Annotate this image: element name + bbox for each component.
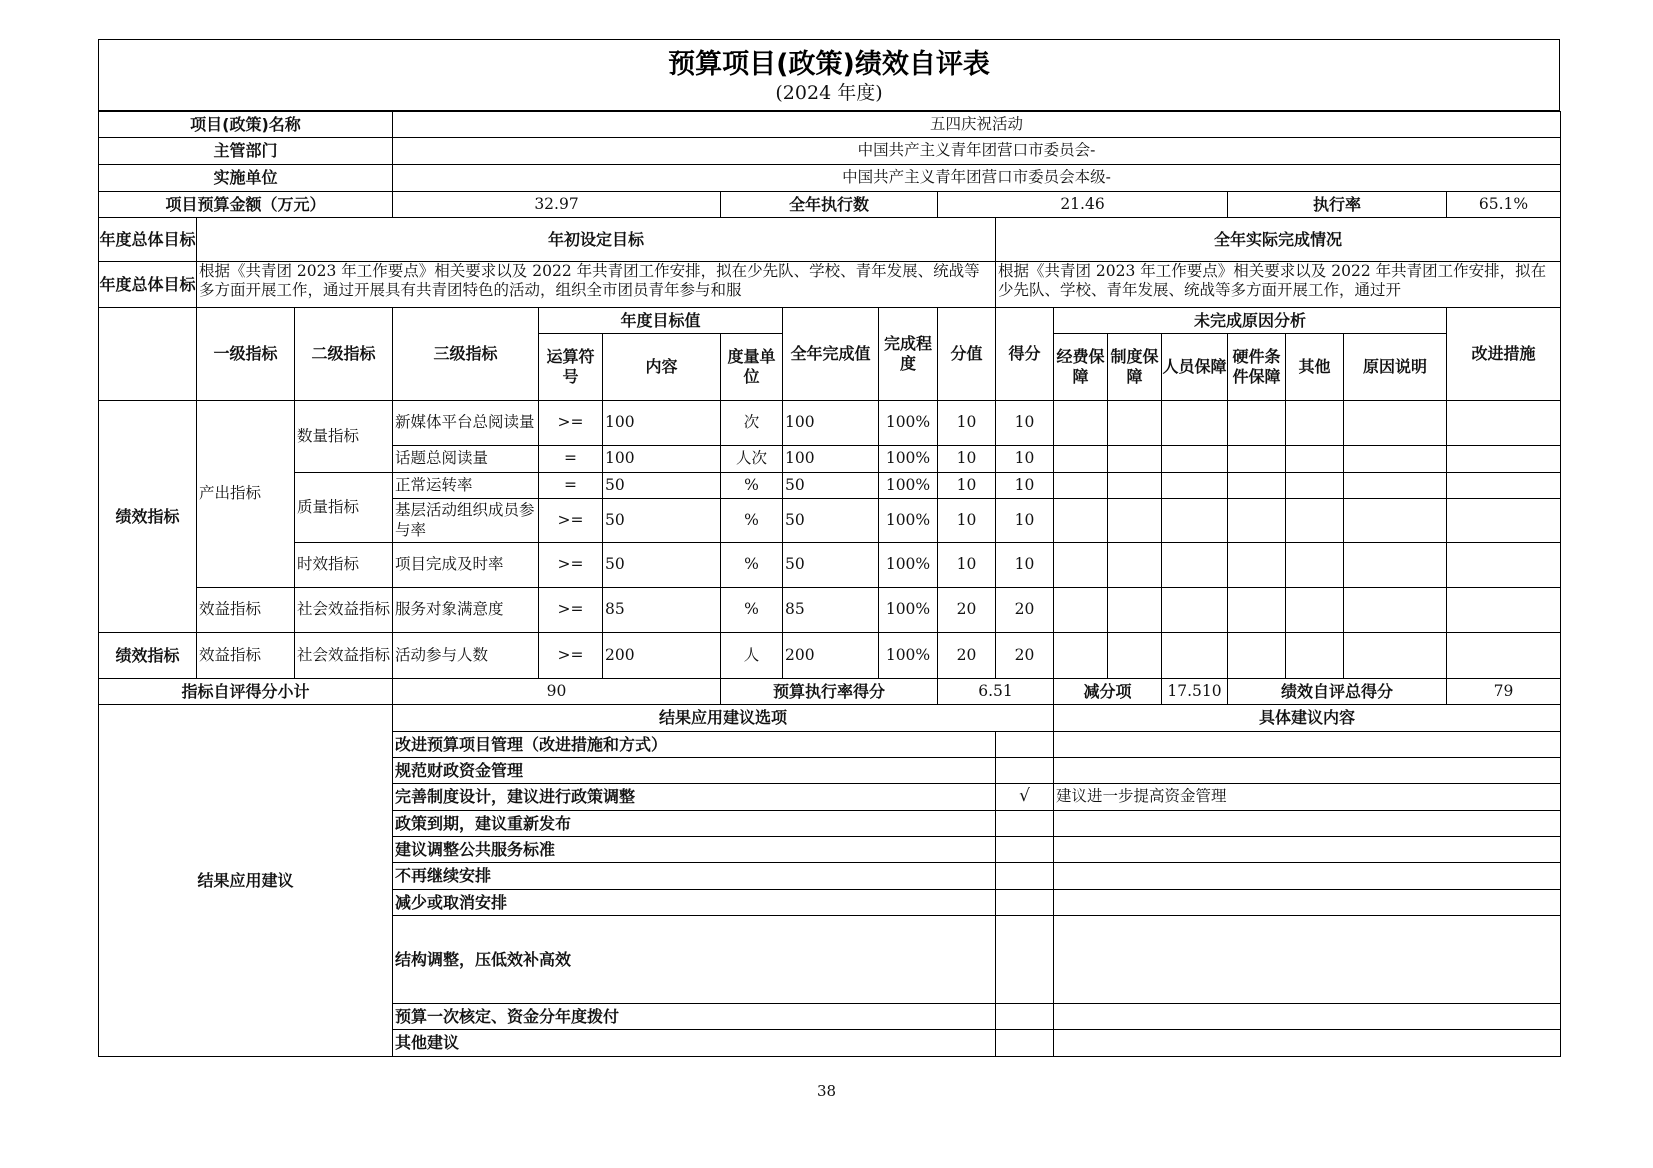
indicator-content: 50	[602, 472, 721, 499]
score-header: 得分	[995, 307, 1054, 401]
indicator-value: 20	[937, 632, 996, 679]
reason-cell	[1446, 472, 1561, 499]
indicator-actual: 50	[782, 472, 879, 499]
dept-value: 中国共产主义青年团营口市委员会-	[392, 137, 1561, 165]
reason-cell	[1446, 445, 1561, 473]
reason-cell	[1285, 542, 1344, 588]
reason-cell	[1285, 632, 1344, 679]
indicator-op: >=	[538, 400, 603, 446]
recommendation-option-label: 改进预算项目管理（改进措施和方式）	[392, 731, 996, 758]
project-name-label: 项目(政策)名称	[98, 111, 393, 138]
reason-hardware-header: 硬件条件保障	[1227, 333, 1286, 401]
indicator-actual: 50	[782, 542, 879, 588]
indicator-value: 10	[937, 445, 996, 473]
indicator-score: 10	[995, 445, 1054, 473]
reason-cell	[1161, 445, 1228, 473]
indicator-completion: 100%	[878, 472, 938, 499]
indicator-actual: 100	[782, 400, 879, 446]
unit-header: 度量单位	[720, 333, 783, 401]
recommendation-option-label: 规范财政资金管理	[392, 757, 996, 784]
indicator-name: 新媒体平台总阅读量	[392, 400, 539, 446]
timeliness-group: 时效指标	[294, 542, 393, 588]
recommendation-detail	[1053, 889, 1561, 916]
reason-cell	[1227, 498, 1286, 543]
indicator-completion: 100%	[878, 400, 938, 446]
recommendation-check	[995, 810, 1054, 837]
goal-actual-text: 根据《共青团 2023 年工作要点》相关要求以及 2022 年共青团工作安排，拟在少先队、学校、青年发展、统战等多方面开展工作，通过开	[995, 261, 1561, 308]
indicator-content: 50	[602, 498, 721, 543]
reason-cell	[1161, 542, 1228, 588]
indicator-value: 10	[937, 400, 996, 446]
reason-cell	[1161, 400, 1228, 446]
indicator-score: 10	[995, 472, 1054, 499]
recommendation-detail	[1053, 731, 1561, 758]
indicator-actual: 50	[782, 498, 879, 543]
benefit-group: 效益指标	[196, 587, 295, 633]
recommendation-check	[995, 889, 1054, 916]
recommendation-detail	[1053, 915, 1561, 1004]
recommendation-option-label: 预算一次核定、资金分年度拨付	[392, 1003, 996, 1030]
reason-cell	[1227, 400, 1286, 446]
unit-label: 实施单位	[98, 164, 393, 192]
budget-score-label: 预算执行率得分	[720, 678, 938, 705]
reason-cell	[1107, 498, 1162, 543]
rate-label: 执行率	[1227, 191, 1447, 218]
indicator-actual: 85	[782, 587, 879, 633]
indicator-completion: 100%	[878, 498, 938, 543]
recommendation-details-header: 具体建议内容	[1053, 704, 1561, 732]
deduct-label: 减分项	[1053, 678, 1162, 705]
reason-staff-header: 人员保障	[1161, 333, 1228, 401]
reason-cell	[1053, 542, 1108, 588]
perf-header-blank	[98, 307, 197, 401]
indicator-completion: 100%	[878, 445, 938, 473]
recommendation-check	[995, 862, 1054, 890]
exec-label: 全年执行数	[720, 191, 938, 218]
indicator-value: 10	[937, 542, 996, 588]
recommendation-option-label: 不再继续安排	[392, 862, 996, 890]
recommendation-check	[995, 915, 1054, 1004]
reason-cell	[1107, 587, 1162, 633]
budget-score-value: 6.51	[937, 678, 1054, 705]
reason-cell	[1107, 400, 1162, 446]
indicator-content: 85	[602, 587, 721, 633]
indicator-completion: 100%	[878, 542, 938, 588]
reason-cell	[1161, 587, 1228, 633]
total-label: 绩效自评总得分	[1227, 678, 1447, 705]
recommendation-option-label: 政策到期，建议重新发布	[392, 810, 996, 837]
social-benefit-group-2: 社会效益指标	[294, 632, 393, 679]
reason-cell	[1285, 498, 1344, 543]
operator-header: 运算符号	[538, 333, 603, 401]
recommendation-detail	[1053, 757, 1561, 784]
reason-cell	[1227, 632, 1286, 679]
reason-cell	[1285, 400, 1344, 446]
reason-cell	[1343, 632, 1447, 679]
recommendation-check	[995, 836, 1054, 863]
goal-header-label: 年度总体目标	[98, 217, 197, 262]
level3-header: 三级指标	[392, 307, 539, 401]
indicator-name: 服务对象满意度	[392, 587, 539, 633]
reason-cell	[1107, 472, 1162, 499]
goal-row-label: 年度总体目标	[98, 261, 197, 308]
improve-header: 改进措施	[1446, 307, 1561, 401]
reason-group-header: 未完成原因分析	[1053, 307, 1447, 334]
reason-cell	[1053, 632, 1108, 679]
indicator-completion: 100%	[878, 632, 938, 679]
indicator-score: 10	[995, 498, 1054, 543]
reason-cell	[1227, 445, 1286, 473]
reason-cell	[1107, 542, 1162, 588]
recommendation-option-label: 结构调整，压低效补高效	[392, 915, 996, 1004]
score-value-header: 分值	[937, 307, 996, 401]
reason-cell	[1343, 400, 1447, 446]
reason-cell	[1161, 498, 1228, 543]
recommendation-check	[995, 757, 1054, 784]
level1-header: 一级指标	[196, 307, 295, 401]
reason-cell	[1285, 587, 1344, 633]
indicator-score: 20	[995, 587, 1054, 633]
recommendation-detail	[1053, 836, 1561, 863]
indicator-op: =	[538, 445, 603, 473]
reason-cell	[1446, 632, 1561, 679]
indicator-score: 10	[995, 542, 1054, 588]
indicator-unit: 人	[720, 632, 783, 679]
subtotal-label: 指标自评得分小计	[98, 678, 393, 705]
recommendation-check	[995, 731, 1054, 758]
indicator-unit: 人次	[720, 445, 783, 473]
indicator-value: 10	[937, 472, 996, 499]
actual-header: 全年完成值	[782, 307, 879, 401]
indicator-name: 正常运转率	[392, 472, 539, 499]
indicator-unit: %	[720, 587, 783, 633]
recommendation-option-label: 其他建议	[392, 1029, 996, 1057]
indicator-name: 基层活动组织成员参与率	[392, 498, 539, 543]
goal-actual-header: 全年实际完成情况	[995, 217, 1561, 262]
reason-cell	[1343, 498, 1447, 543]
exec-value: 21.46	[937, 191, 1228, 218]
indicator-op: >=	[538, 587, 603, 633]
reason-cell	[1227, 472, 1286, 499]
indicator-unit: %	[720, 472, 783, 499]
indicator-actual: 100	[782, 445, 879, 473]
benefit-group-2: 效益指标	[196, 632, 295, 679]
reason-system-header: 制度保障	[1107, 333, 1162, 401]
reason-cell	[1446, 498, 1561, 543]
reason-cell	[1446, 400, 1561, 446]
output-group: 产出指标	[196, 400, 295, 588]
reason-cell	[1343, 587, 1447, 633]
indicator-value: 20	[937, 587, 996, 633]
perf-group-label: 绩效指标	[98, 400, 197, 633]
indicator-value: 10	[937, 498, 996, 543]
indicator-content: 50	[602, 542, 721, 588]
page-subtitle: (2024 年度)	[775, 82, 883, 104]
reason-cell	[1161, 472, 1228, 499]
quality-group: 质量指标	[294, 472, 393, 543]
perf-group-label-2: 绩效指标	[98, 632, 197, 679]
unit-value: 中国共产主义青年团营口市委员会本级-	[392, 164, 1561, 192]
reason-cell	[1446, 542, 1561, 588]
social-benefit-group: 社会效益指标	[294, 587, 393, 633]
total-value: 79	[1446, 678, 1561, 705]
page-title: 预算项目(政策)绩效自评表	[668, 49, 990, 80]
page-number: 38	[816, 1082, 837, 1100]
subtotal-value: 90	[392, 678, 721, 705]
reason-cell	[1285, 472, 1344, 499]
reason-cell	[1227, 587, 1286, 633]
indicator-content: 100	[602, 400, 721, 446]
project-name-value: 五四庆祝活动	[392, 111, 1561, 138]
indicator-op: >=	[538, 542, 603, 588]
goal-initial-text: 根据《共青团 2023 年工作要点》相关要求以及 2022 年共青团工作安排，拟在少先队、学校、青年发展、统战等多方面开展工作，通过开展具有共青团特色的活动，组织全市团员青年参与和服	[196, 261, 996, 308]
completion-header: 完成程度	[878, 307, 938, 401]
indicator-unit: %	[720, 498, 783, 543]
target-group-header: 年度目标值	[538, 307, 783, 334]
indicator-unit: 次	[720, 400, 783, 446]
rate-value: 65.1%	[1446, 191, 1561, 218]
indicator-op: >=	[538, 632, 603, 679]
reason-cell	[1053, 587, 1108, 633]
indicator-score: 20	[995, 632, 1054, 679]
goal-initial-header: 年初设定目标	[196, 217, 996, 262]
recommendation-detail: 建议进一步提高资金管理	[1053, 783, 1561, 811]
budget-label: 项目预算金额（万元）	[98, 191, 393, 218]
reason-cell	[1107, 632, 1162, 679]
recommendation-section-label: 结果应用建议	[98, 704, 393, 1057]
indicator-content: 200	[602, 632, 721, 679]
reason-cell	[1343, 542, 1447, 588]
indicator-unit: %	[720, 542, 783, 588]
indicator-name: 活动参与人数	[392, 632, 539, 679]
reason-cell	[1343, 472, 1447, 499]
indicator-name: 话题总阅读量	[392, 445, 539, 473]
indicator-op: >=	[538, 498, 603, 543]
recommendation-detail	[1053, 862, 1561, 890]
reason-cell	[1053, 445, 1108, 473]
budget-value: 32.97	[392, 191, 721, 218]
reason-cell	[1161, 632, 1228, 679]
reason-cell	[1343, 445, 1447, 473]
indicator-actual: 200	[782, 632, 879, 679]
indicator-score: 10	[995, 400, 1054, 446]
reason-cell	[1053, 472, 1108, 499]
reason-cell	[1107, 445, 1162, 473]
dept-label: 主管部门	[98, 137, 393, 165]
reason-cell	[1446, 587, 1561, 633]
reason-cell	[1053, 498, 1108, 543]
recommendation-detail	[1053, 1003, 1561, 1030]
indicator-content: 100	[602, 445, 721, 473]
indicator-completion: 100%	[878, 587, 938, 633]
recommendation-check	[995, 1003, 1054, 1030]
recommendation-check	[995, 1029, 1054, 1057]
recommendation-options-header: 结果应用建议选项	[392, 704, 1054, 732]
reason-cell	[1285, 445, 1344, 473]
reason-other-header: 其他	[1285, 333, 1344, 401]
quantity-group: 数量指标	[294, 400, 393, 473]
recommendation-detail	[1053, 810, 1561, 837]
recommendation-option-label: 减少或取消安排	[392, 889, 996, 916]
reason-cell	[1227, 542, 1286, 588]
indicator-name: 项目完成及时率	[392, 542, 539, 588]
content-header: 内容	[602, 333, 721, 401]
recommendation-detail	[1053, 1029, 1561, 1057]
level2-header: 二级指标	[294, 307, 393, 401]
reason-explain-header: 原因说明	[1343, 333, 1447, 401]
recommendation-check: √	[995, 783, 1054, 811]
reason-cell	[1053, 400, 1108, 446]
recommendation-option-label: 建议调整公共服务标准	[392, 836, 996, 863]
reason-funding-header: 经费保障	[1053, 333, 1108, 401]
indicator-op: =	[538, 472, 603, 499]
recommendation-option-label: 完善制度设计，建议进行政策调整	[392, 783, 996, 811]
deduct-value: 17.510	[1161, 678, 1228, 705]
